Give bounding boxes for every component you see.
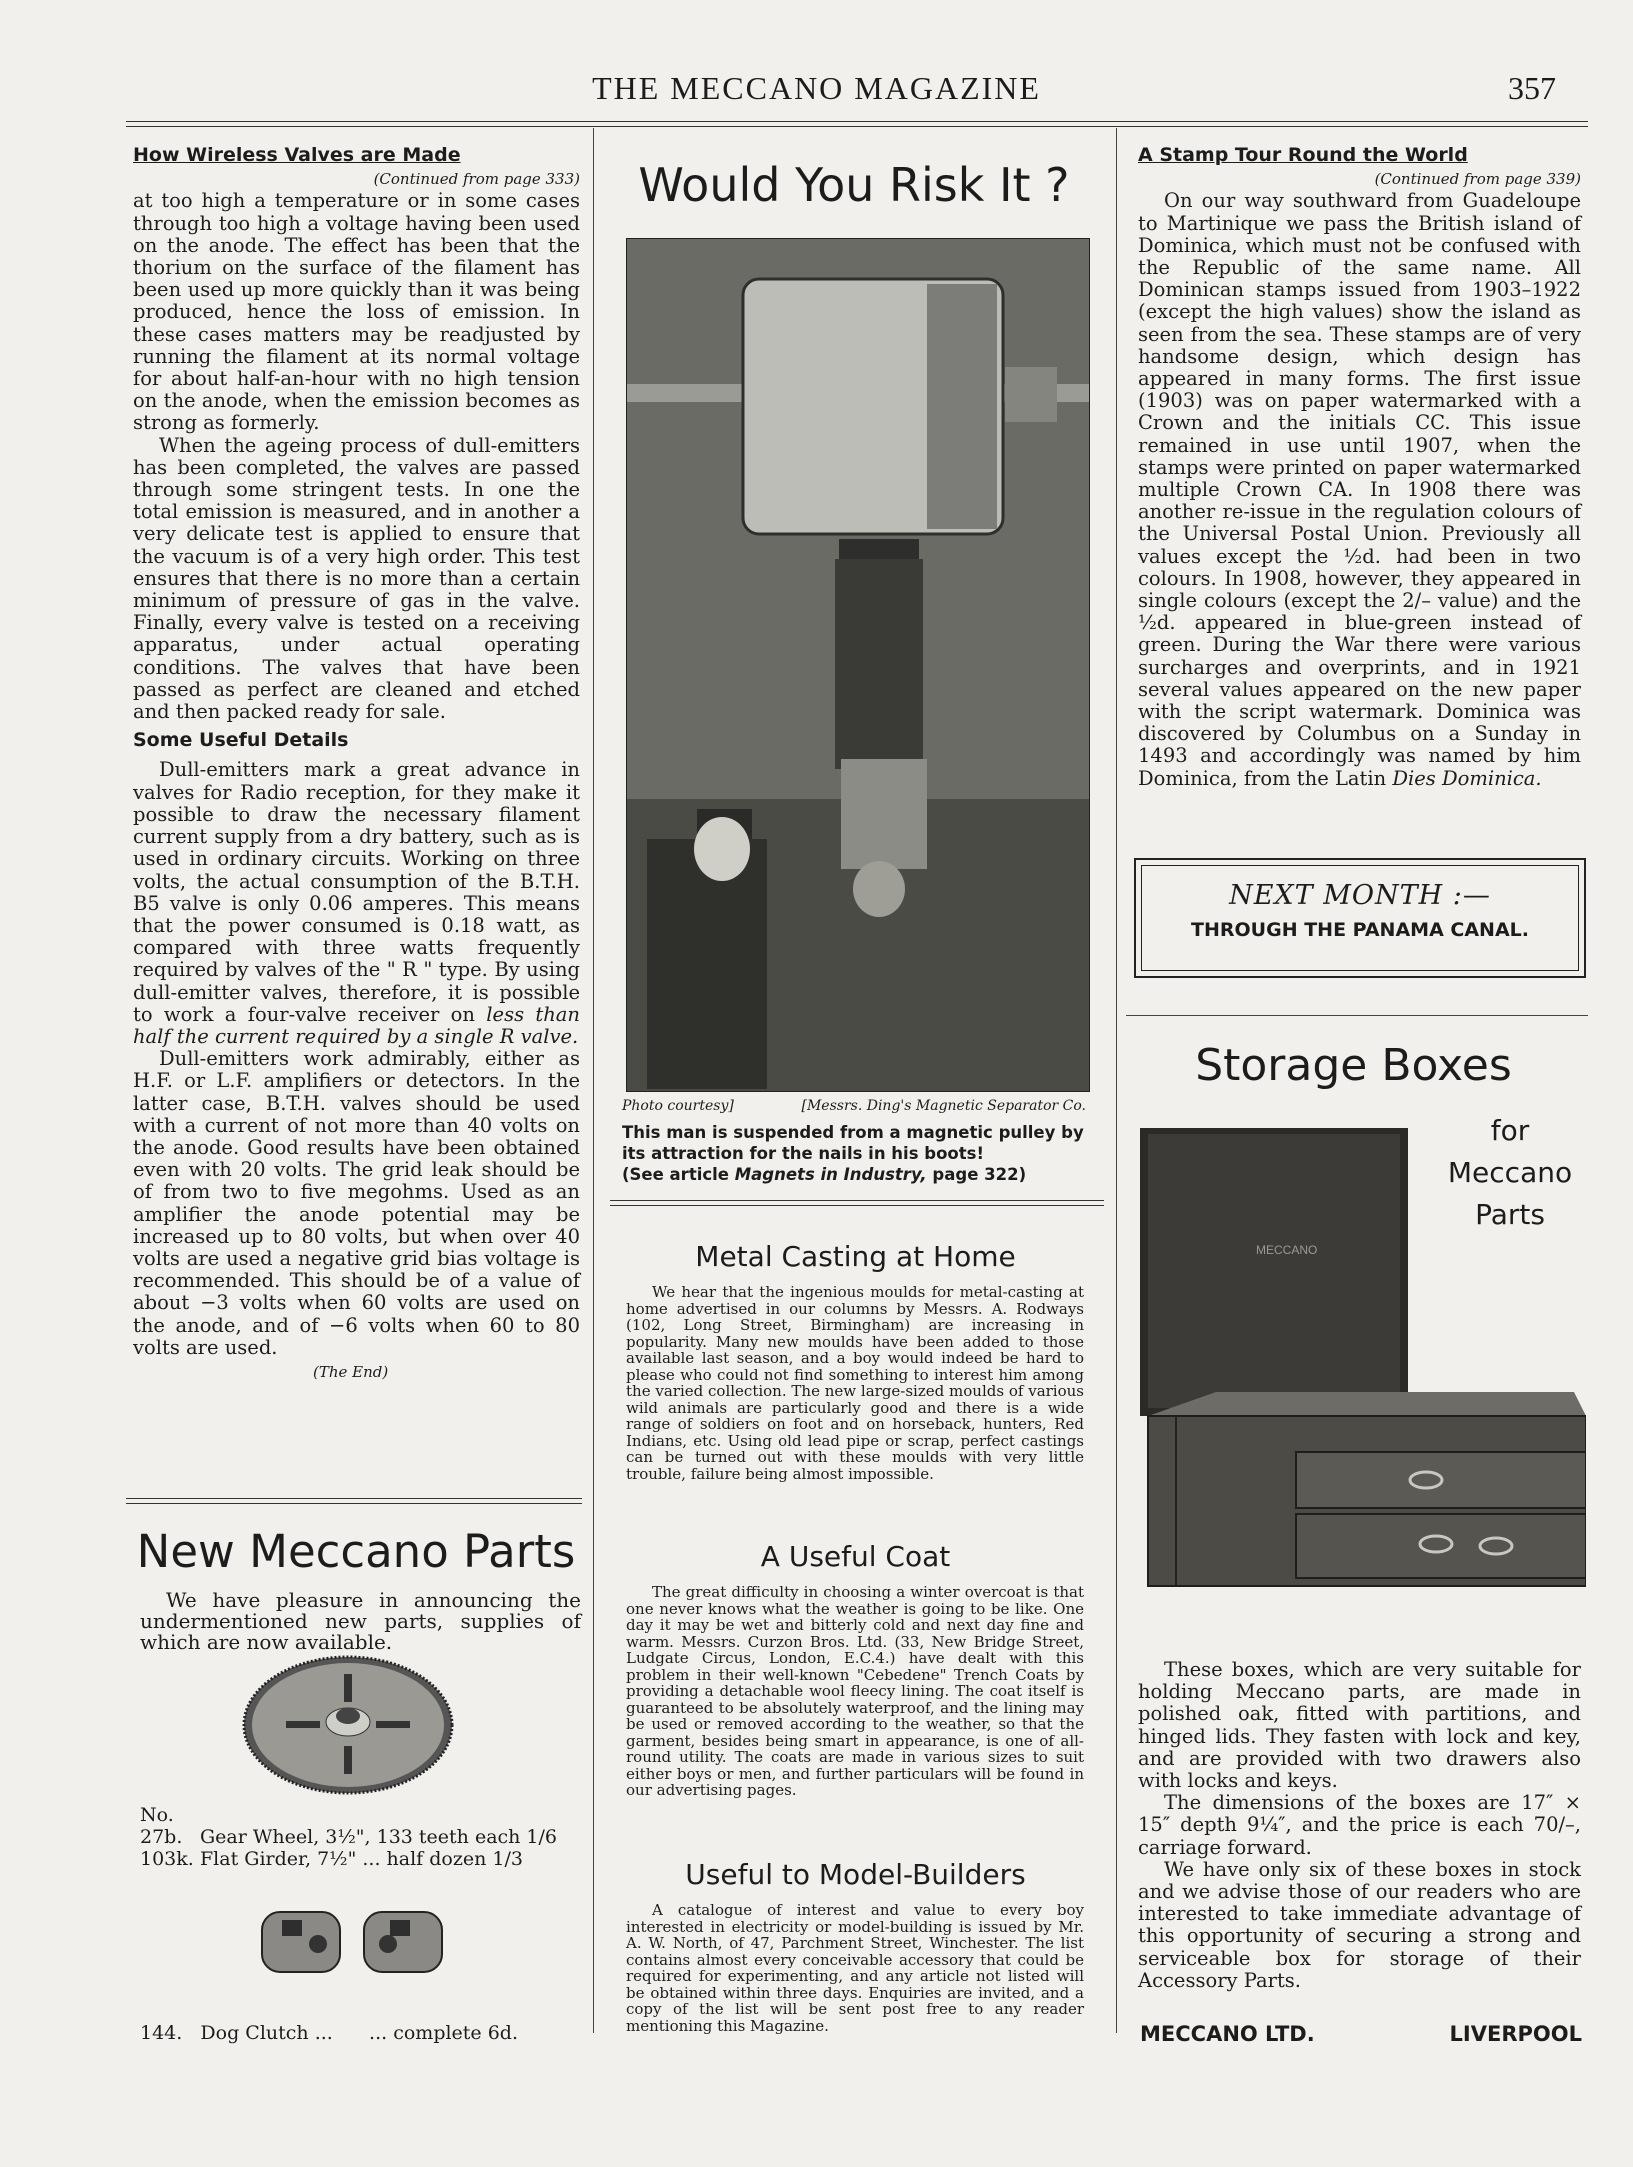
photo-illustration [627,239,1089,1091]
gear-wheel-image [240,1650,455,1800]
article-stamp-tour [1138,144,1581,790]
paragraph: The dimensions of the boxes are 17″ × 15″ depth 9¼″, and the price is each 70/–, carriage forward. [1138,1791,1581,1859]
company-city: LIVERPOOL [1449,2022,1582,2046]
column-divider-right [1116,128,1117,2033]
paragraph [1138,190,1581,789]
photo-credit-right: [Messrs. Ding's Magnetic Separator Co. [801,1098,1086,1114]
paragraph-text: On our way southward from Guadeloupe to Martinique we pass the British island of Dominica, which must not be confused with the Republic of the same name. All Dominican stamps issued from 1903–1922 (except the high values) show the island as seen from the sea. These stamps are of very handsome design, which design has appeared in many forms. The first issue (1903) was on paper watermarked with a Crown and the initials CC. This issue remained in use until 1907, when the stamps were printed on paper watermarked multiple Crown CA. In 1908 there was another re-issue in the regulation colours of the Universal Postal Union. Previously all values except the ½d. had been in two colours. In 1908, however, they appeared in single colours (except the 2/– value) and the ½d. appeared in blue-green instead of green. During the War there were various surcharges and overprints, and in 1921 several values appeared on the new paper with the script watermark. Dominica was discovered by Columbus on a Sunday in 1493 and accordingly was named by him Dominica, from the Latin [1138,189,1581,790]
header-rule [126,121,1588,127]
new-parts-heading: New Meccano Parts [136,1525,576,1578]
box-lid-label: MECCANO [1256,1243,1318,1257]
section-rule [610,1200,1104,1206]
caption-line: This man is suspended from a magnetic pulley by its attraction for the nails in his boots! [622,1123,1084,1163]
paragraph-text: Dull-emitters mark a great advance in valves for Radio reception, for they make it possible to draw the necessary filament current supply from a dry battery, such as is used in ordinary circuits. Working on three volts, the actual consumption of the B.T.H. B5 valve is only 0.06 amperes. This means that the power consumed is 0.18 watt, as compared with three watts frequently required by valves of the " R " type. By using dull-emitter valves, therefore, it is possible to work a four-valve receiver on [133,758,580,1026]
paragraph: The great difficulty in choosing a winter overcoat is that one never knows what the weather is going to be like. One day it may be wet and bitterly cold and next day fine and warm. Messrs. Curzon Bros. Ltd. (33, New Bridge Street, Ludgate Circus, London, E.C.4.) have dealt with this problem in their well-known "Cebedene" Trench Coats by providing a detachable wool fleecy lining. The coat itself is guaranteed to be absolutely waterproof, and the lining may be used or removed according to the weather, so that the garment, besides being smart in appearance, is one of all-round utility. The coats are made in various sizes to suit either boys or men, and further particulars will be found in our advertising pages. [626,1583,1084,1799]
subheading: Some Useful Details [133,729,349,752]
section-rule [1126,1015,1588,1019]
part-number: 103k. [140,1848,194,1870]
storage-for: for [1490,1114,1530,1147]
caption-text: (See article [622,1165,735,1184]
storage-meccano: Meccano [1447,1156,1573,1189]
next-month-title: THROUGH THE PANAMA CANAL. [1191,919,1529,941]
paragraph: Dull-emitters work admirably, either as H.F. or L.F. amplifiers or detectors. In the latter case, B.T.H. valves should be used with a current of not more than 40 volts on the anode. Good results have been obtained even with 20 volts. The grid leak should be of from two to five megohms. Used as an amplifier the anode potential may be increased up to 80 volts, but when over 40 volts are used a negative grid bias voltage is recommended. This should be of a value of about −3 volts when 60 volts are used on the anode, and of −6 volts when 60 to 80 volts are used. [133,1047,580,1359]
storage-box-image [1136,1122,1586,1592]
paragraph: We hear that the ingenious moulds for metal-casting at home advertised in our columns by Messrs. A. Rodways (102, Long Street, Birmingham) are increasing in popularity. Many new moulds have been added to those available last season, and a boy would indeed be hard to please who could not find something to interest him among the varied collection. The new large-sized moulds of various wild animals are particularly good and there is a wide range of soldiers on foot and on horseback, hunters, Red Indians, etc. Using old lead pipe or scrap, perfect castings can be turned out with these moulds with very little trouble, failure being almost impossible. [626,1283,1084,1483]
paragraph: at too high a temperature or in some cases through too high a voltage having been used on the anode. The effect has been that the thorium on the surface of the filament has been used up more quickly than it was being produced, hence the loss of emission. In these cases matters may be readjusted by running the filament at its normal voltage for about half-an-hour with no high tension on the anode, when the emission becomes as strong as formerly. [133,189,580,435]
metal-casting-heading: Metal Casting at Home [695,1240,1016,1273]
company-name: MECCANO LTD. [1140,2022,1315,2046]
part-row [140,1848,590,1870]
storage-parts: Parts [1475,1198,1545,1231]
suspended-man-photo [626,238,1090,1092]
dog-clutch-image [252,1900,452,1982]
headline: Would You Risk It ? [638,158,1070,212]
new-parts-intro [140,1590,581,1653]
end-note: (The End) [313,1362,389,1381]
storage-boxes-heading: Storage Boxes [1195,1040,1512,1091]
photo-credit [622,1098,1086,1114]
photo-caption [622,1122,1088,1185]
article-wireless-valves [133,144,580,1383]
magazine-title: THE MECCANO MAGAZINE [592,70,1041,106]
storage-boxes-text [1138,1659,1581,1992]
caption-italic: Magnets in Industry, [734,1165,927,1184]
parts-list [140,1804,590,1870]
next-month-box [1134,858,1586,978]
continued-note: (Continued from page 333) [373,170,580,189]
caption-line [622,1164,1088,1185]
part-number: 27b. [140,1826,183,1848]
part-description: Gear Wheel, 3½", 133 teeth each 1/6 [200,1826,558,1848]
caption-text: page 322) [926,1165,1027,1184]
paragraph: We have only six of these boxes in stock and we advise those of our readers who are interested to take immediate advantage of this opportunity of securing a strong and serviceable box for storage of their Accessory Parts. [1138,1857,1581,1992]
next-month-label: NEXT MONTH :— [1229,880,1491,911]
column-divider-left [593,128,594,2033]
dog-clutch-line: 144. Dog Clutch ... ... complete 6d. [140,2022,519,2044]
section-rule [126,1498,582,1504]
paragraph-emphasis: less than half the current required by a single R valve. [133,1002,580,1048]
article-heading: A Stamp Tour Round the World [1138,144,1468,166]
paragraph-emphasis: Dies Dominica. [1392,766,1542,790]
parts-no-label: No. [140,1804,174,1826]
paragraph [133,759,580,1048]
model-builders-text [626,1902,1084,2034]
continued-note: (Continued from page 339) [1374,170,1581,189]
useful-coat-heading: A Useful Coat [760,1540,951,1573]
useful-coat-text [626,1584,1084,1799]
paragraph: A catalogue of interest and value to every boy interested in electricity or model-building is issued by Mr. A. W. North, of 47, Parchment Street, Winchester. The list contains almost every conceivable accessory that could be required for experimenting, and any article not listed will be obtained within three days. Enquiries are invited, and a copy of the list will be sent post free to any reader mentioning this Magazine. [626,1901,1084,2035]
part-row [140,1826,590,1848]
paragraph: We have pleasure in announcing the undermentioned new parts, supplies of which are now available. [140,1588,581,1654]
paragraph: These boxes, which are very suitable for holding Meccano parts, are made in polished oak, fitted with partitions, and hinged lids. They fasten with lock and key, and are provided with two drawers also with locks and keys. [1138,1658,1581,1793]
metal-casting-text [626,1284,1084,1482]
model-builders-heading: Useful to Model-Builders [685,1858,1026,1891]
page-number: 357 [1508,70,1556,106]
paragraph: When the ageing process of dull-emitters has been completed, the valves are passed through some stringent tests. In one the total emission is measured, and in another a very delicate test is applied to ensure that the vacuum is of a very high order. This test ensures that there is no more than a certain minimum of pressure of gas in the valve. Finally, every valve is tested on a receiving apparatus, under actual operating conditions. The valves that have been passed as perfect are cleaned and etched and then packed ready for sale. [133,433,580,724]
photo-credit-left: Photo courtesy] [622,1098,734,1114]
part-description: Flat Girder, 7½" ... half dozen 1/3 [200,1848,523,1870]
page-header [0,70,1633,110]
next-month-inner [1141,865,1579,971]
article-heading: How Wireless Valves are Made [133,144,461,166]
storage-footer [1140,2022,1582,2046]
